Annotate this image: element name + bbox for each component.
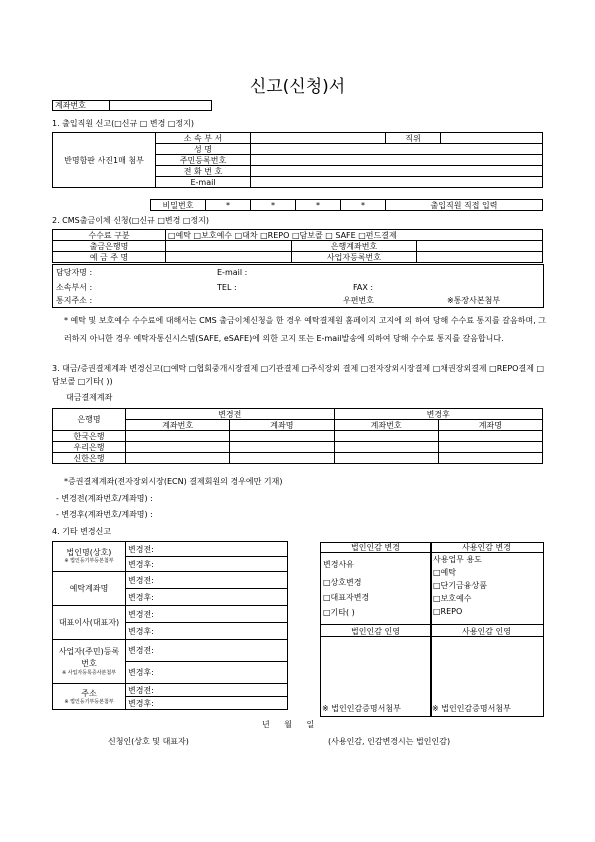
corp-name-label — [53, 542, 126, 572]
use-cert-note: ※ 법인인감증명서첨부 — [432, 704, 511, 713]
ceo-before[interactable]: 변경전: — [126, 606, 288, 623]
resident-no-input[interactable] — [251, 155, 543, 166]
password-row — [150, 199, 543, 211]
applicant-label: 신청인(상호 및 대표자) — [108, 737, 189, 746]
photo-box[interactable]: 반명함판 사진1매 첨부 — [53, 133, 156, 188]
password-digit-2[interactable]: * — [251, 200, 296, 211]
tel-label: TEL : — [217, 283, 237, 292]
section-2-heading: 2. CMS출금이체 신청(□신규 □변경 □정지) — [52, 216, 210, 225]
table-cell[interactable] — [126, 453, 230, 464]
purpose-custody[interactable]: □보호예수 — [433, 594, 472, 603]
password-digit-3[interactable]: * — [296, 200, 341, 211]
change-reason-label: 변경사유 — [323, 560, 354, 569]
seal-mid-divider — [320, 624, 543, 625]
deposit-account-label: 예탁계좌명 — [53, 572, 126, 606]
bank-col-header: 은행명 — [53, 409, 126, 431]
section-2-table — [52, 229, 543, 263]
password-note: 출입직원 직접 입력 — [386, 200, 543, 211]
bank-account-label: 은행계좌번호 — [291, 241, 417, 252]
purpose-repo[interactable]: □REPO — [433, 607, 463, 616]
address-change-title: 주소 — [81, 688, 97, 698]
deposit-account-after[interactable]: 변경후: — [126, 589, 288, 606]
corp-name-note: ※ 법인등기부등본첨부 — [64, 558, 114, 564]
section-1-heading: 1. 출입직원 신고(□신규 □ 변경 □정지) — [52, 119, 195, 128]
corp-seal-change-header: 법인인감 변경 — [351, 543, 400, 552]
bank-name-label: 출금은행명 — [53, 241, 166, 252]
reg-no-title: 사업자(주민)등록번호 — [58, 647, 120, 668]
use-purpose-label: 사용업무 용도 — [433, 555, 482, 564]
address-change-note: ※ 법인등기부등본첨부 — [64, 698, 114, 705]
phone-input[interactable] — [251, 166, 543, 177]
section-4-heading: 4. 기타 변경신고 — [52, 527, 112, 536]
table-cell[interactable] — [230, 431, 334, 442]
bank-row-label: 한국은행 — [53, 431, 126, 442]
cms-notice: * 예탁 및 보호예수 수수료에 대해서는 CMS 출금이체신청을 한 경우 예탁결제원 홈페이지 고지에 의 하여 당해 수수료 통지를 갈음하며, 그러하지 아니한 경우 예탁자통신시스템(SAFE, eSAFE)에 의한 고지 또는 E-mail발송에 의하여 당해 수수료 통지를 갈음합니다. — [64, 316, 547, 343]
bank-row-label: 우리은행 — [53, 442, 126, 453]
table-cell[interactable] — [230, 453, 334, 464]
deposit-account-before[interactable]: 변경전: — [126, 572, 288, 589]
corp-seal-impression-header: 법인인감 인영 — [351, 627, 400, 636]
after-acct-no-header: 계좌번호 — [334, 420, 438, 431]
applicant-note: (사용인감, 인감변경시는 법인인감) — [328, 737, 451, 746]
corp-name-title: 법인명(상호) — [66, 548, 112, 557]
form-title: 신고(신청)서 — [249, 77, 346, 97]
email-label: E-mail — [156, 177, 251, 188]
table-cell[interactable] — [334, 431, 438, 442]
contact-email-label: E-mail : — [217, 268, 248, 277]
ecn-note: *증권결제계좌(전자장외시장(ECN) 결제회원의 경우에만 기재) — [64, 477, 283, 486]
reg-no-after[interactable]: 변경후: — [126, 662, 288, 684]
biz-no-label: 사업자등록번호 — [291, 252, 417, 263]
after-header: 변경후 — [334, 409, 543, 420]
email-input[interactable] — [251, 177, 543, 188]
table-cell[interactable] — [230, 442, 334, 453]
address-after[interactable]: 변경후: — [126, 697, 288, 710]
reg-no-before[interactable]: 변경전: — [126, 640, 288, 662]
table-cell[interactable] — [438, 431, 542, 442]
bank-name-input[interactable] — [166, 241, 292, 252]
bank-row-label: 신한은행 — [53, 453, 126, 464]
position-input[interactable] — [441, 133, 543, 144]
seal-header-divider — [320, 552, 543, 553]
reason-other[interactable]: □기타( ) — [323, 608, 355, 617]
purpose-short-term[interactable]: □단기금융상품 — [433, 581, 487, 590]
dept-input[interactable] — [251, 133, 386, 144]
table-cell[interactable] — [438, 442, 542, 453]
corp-cert-note: ※ 법인인감증명서첨부 — [322, 704, 401, 713]
address-before[interactable]: 변경전: — [126, 684, 288, 697]
name-label: 성 명 — [156, 144, 251, 155]
manager-label: 담당자명 : — [56, 268, 93, 277]
before-header: 변경전 — [126, 409, 335, 420]
before-account-line: - 변경전(계좌번호/계좌명) : — [56, 494, 153, 503]
settlement-table — [52, 408, 543, 464]
before-acct-no-header: 계좌번호 — [126, 420, 230, 431]
reg-no-label — [53, 640, 126, 684]
table-cell[interactable] — [438, 453, 542, 464]
after-acct-name-header: 계좌명 — [438, 420, 542, 431]
corp-seal-stamp-area[interactable] — [321, 638, 429, 702]
depositor-input[interactable] — [166, 252, 292, 263]
password-label: 비밀번호 — [151, 200, 206, 211]
password-digit-1[interactable]: * — [206, 200, 251, 211]
account-number-label: 계좌번호 — [53, 101, 110, 111]
fee-type-label: 수수료 구분 — [53, 230, 166, 241]
reason-ceo[interactable]: □대표자변경 — [323, 593, 370, 602]
corp-name-after[interactable]: 변경후: — [126, 557, 288, 572]
bank-account-input[interactable] — [417, 241, 543, 252]
address-change-label — [53, 684, 126, 710]
table-cell[interactable] — [334, 442, 438, 453]
resident-no-label: 주민등록번호 — [156, 155, 251, 166]
position-label: 직위 — [386, 133, 441, 144]
ceo-label: 대표이사(대표자) — [53, 606, 126, 640]
use-seal-change-header: 사용인감 변경 — [462, 543, 511, 552]
section-1-table — [52, 132, 543, 188]
settlement-account-subtitle: 대금결제계좌 — [66, 393, 113, 402]
reason-trade-name[interactable]: □상호변경 — [323, 578, 362, 587]
account-number-box — [52, 100, 212, 111]
before-acct-name-header: 계좌명 — [230, 420, 334, 431]
name-input[interactable] — [251, 144, 543, 155]
use-seal-stamp-area[interactable] — [431, 638, 541, 702]
fax-label: FAX : — [353, 283, 374, 292]
table-cell[interactable] — [126, 442, 230, 453]
table-cell[interactable] — [126, 431, 230, 442]
seal-impression-divider — [320, 636, 543, 637]
department-label: 소속부서 : — [56, 283, 93, 292]
table-cell[interactable] — [334, 453, 438, 464]
dept-label: 소 속 부 서 — [156, 133, 251, 144]
address-label: 통지주소 : — [56, 296, 93, 305]
zip-label: 우편번호 — [343, 296, 374, 305]
after-account-line: - 변경후(계좌번호/계좌명) : — [56, 510, 153, 519]
section-3-heading: 3. 대금/증권결제계좌 변경신고(□예탁 □협회중개시장결제 □기관결제 □주식장외 결제 □전자장외시장결제 □채권장외결제 □REPO결제 □담보콜 □기타( )) — [52, 364, 545, 386]
bankbook-attach-note: ※통장사본첨부 — [447, 296, 501, 305]
ceo-after[interactable]: 변경후: — [126, 623, 288, 640]
biz-no-input[interactable] — [417, 252, 543, 263]
use-seal-impression-header: 사용인감 인영 — [462, 627, 511, 636]
password-digit-4[interactable]: * — [341, 200, 386, 211]
corp-name-before[interactable]: 변경전: — [126, 542, 288, 557]
other-changes-table — [52, 541, 288, 710]
reg-no-note: ※ 사업자등록증사본첨부 — [61, 670, 117, 676]
phone-label: 전 화 번 호 — [156, 166, 251, 177]
purpose-deposit[interactable]: □예탁 — [433, 568, 457, 577]
date-line: 년 월 일 — [262, 720, 315, 729]
fee-type-options[interactable]: □예탁 □보호예수 □대차 □REPO □담보콜 □ SAFE □펀드결제 — [166, 230, 543, 241]
depositor-label: 예 금 주 명 — [53, 252, 166, 263]
account-number-input[interactable] — [110, 101, 212, 111]
